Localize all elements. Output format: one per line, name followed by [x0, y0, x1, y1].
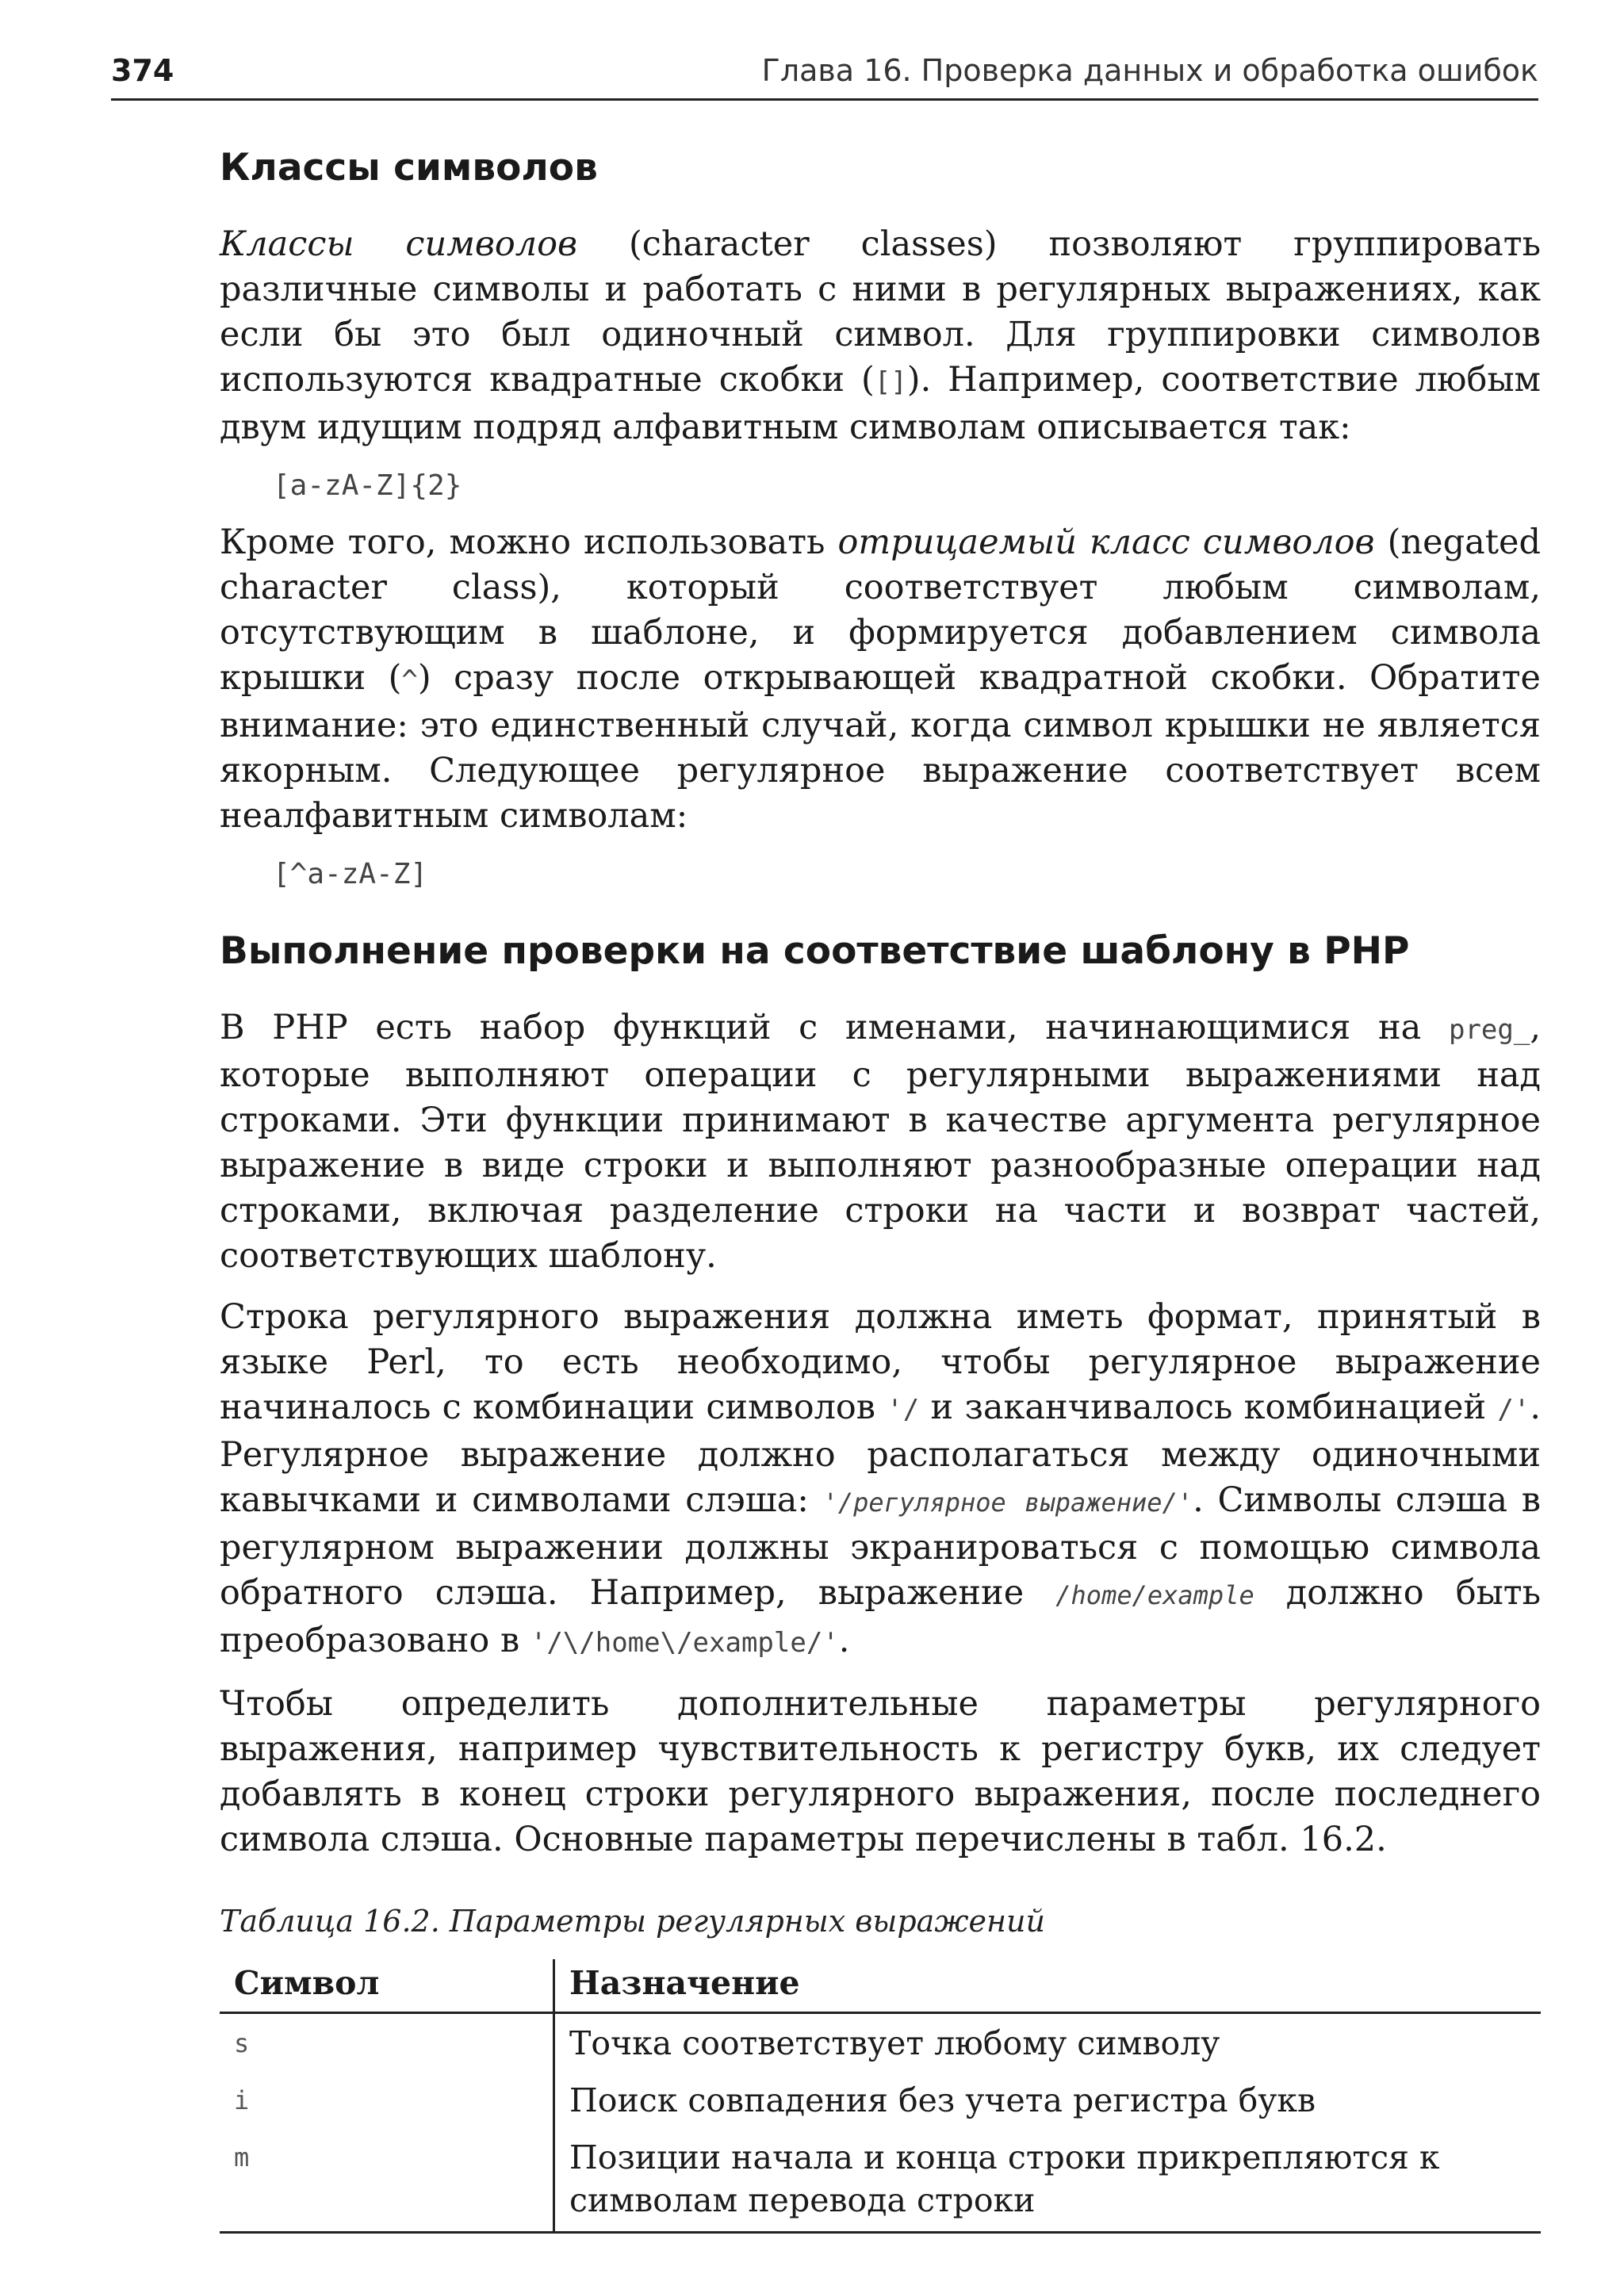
- chapter-title: Глава 16. Проверка данных и обработка ошибок: [761, 53, 1538, 88]
- text-run: . Регулярное выражение должно располагаться между одиночными кавычками и символами слэша:: [220, 1388, 1542, 1520]
- text-run: . Символы слэша в регулярном выражении должны экранироваться с помощью символа обратного слэша. Например, выражение: [220, 1480, 1541, 1613]
- table-row: [220, 2071, 1541, 2128]
- term-negated-class: отрицаемый класс символов: [837, 523, 1375, 562]
- text-run: и заканчивалось комбинацией: [919, 1388, 1498, 1427]
- paragraph-modifiers: Чтобы определить дополнительные параметры регулярного выражения, например чувствительность к регистру букв, их следует добавлять в конец строки регулярного выражения, после последнего символа слэша. Основные параметры перечислены в табл. 16.2.: [220, 1684, 1541, 1859]
- text-run: должно быть преобразовано в: [220, 1573, 1542, 1660]
- section-heading-character-classes: Классы символов: [220, 146, 598, 190]
- code-example-two-letters: [a-zA-Z]{2}: [273, 469, 462, 502]
- page-number: 374: [111, 53, 174, 88]
- text-run: Кроме того, можно использовать: [220, 523, 838, 562]
- cell-meaning: Точка соответствует любому символу: [569, 2024, 1220, 2062]
- text-run: Строка регулярного выражения должна иметь формат, принятый в языке Perl, то есть необходимо, чтобы регулярное выражение начиналось с комбинации символов: [220, 1297, 1541, 1427]
- paragraph-negated-class: [220, 520, 1541, 839]
- text-run: ). Например, соответствие любым двум идущим подряд алфавитным символам описывается так:: [220, 360, 1542, 447]
- cell-symbol: m: [220, 2128, 554, 2233]
- cell-symbol: i: [220, 2071, 554, 2128]
- cell-meaning: Поиск совпадения без учета регистра букв: [569, 2081, 1316, 2119]
- page-content: [220, 143, 1541, 2234]
- paragraph-character-classes: [220, 222, 1541, 450]
- paragraph-preg-functions: [220, 1005, 1541, 1279]
- section-heading-php-matching: Выполнение проверки на соответствие шаблону в PHP: [220, 929, 1410, 973]
- text-run: (negated character class), который соответствует любым символам, отсутствующим в шаблоне, и формируется добавлением символа крышки (: [220, 523, 1541, 698]
- inline-code: ^: [401, 664, 418, 696]
- running-header: [111, 49, 1538, 101]
- text-run: .: [838, 1621, 850, 1660]
- paragraph-perl-format: [220, 1295, 1541, 1666]
- text-run: ) сразу после открывающей квадратной скобки. Обратите внимание: это единственный случай, когда символ крышки не является якорным. Следующее регулярное выражение соответствует всем неалфавитным символам:: [220, 658, 1541, 836]
- table-row: [220, 2128, 1541, 2233]
- table-caption: Таблица 16.2. Параметры регулярных выражений: [220, 1904, 1045, 1939]
- table-row: [220, 2013, 1541, 2072]
- inline-code: preg_: [1448, 1014, 1530, 1046]
- column-header-symbol: Символ: [220, 1959, 554, 2013]
- cell-meaning: Позиции начала и конца строки прикрепляются к символам перевода строки: [554, 2128, 1542, 2233]
- text-run: , которые выполняют операции с регулярными выражениями над строками. Эти функции принимают в качестве аргумента регулярное выражение в виде строки и выполняют разнообразные операции над строками, включая разделение строки на части и возврат частей, соответствующих шаблону.: [220, 1008, 1541, 1276]
- inline-code: '/регулярное выражение/': [822, 1487, 1193, 1518]
- inline-code: []: [874, 366, 907, 398]
- table-header-row: [220, 1959, 1541, 2013]
- text-run: (character classes) позволяют группировать различные символы и работать с ними в регулярных выражениях, как если бы это был одиночный символ. Для группировки символов используются квадратные скобки (: [220, 224, 1541, 400]
- inline-code: /home/example: [1055, 1580, 1254, 1610]
- text-run: В PHP есть набор функций с именами, начинающимися на: [220, 1008, 1449, 1047]
- code-example-negated: [^a-zA-Z]: [273, 858, 428, 890]
- inline-code: '/: [887, 1394, 920, 1426]
- column-header-meaning: Назначение: [554, 1959, 1542, 2013]
- regex-parameters-table: [220, 1959, 1541, 2234]
- cell-symbol: s: [220, 2013, 554, 2072]
- inline-code: '/\/home\/example/': [530, 1627, 839, 1659]
- inline-code: /': [1497, 1394, 1530, 1426]
- term-character-classes: Классы символов: [220, 224, 578, 264]
